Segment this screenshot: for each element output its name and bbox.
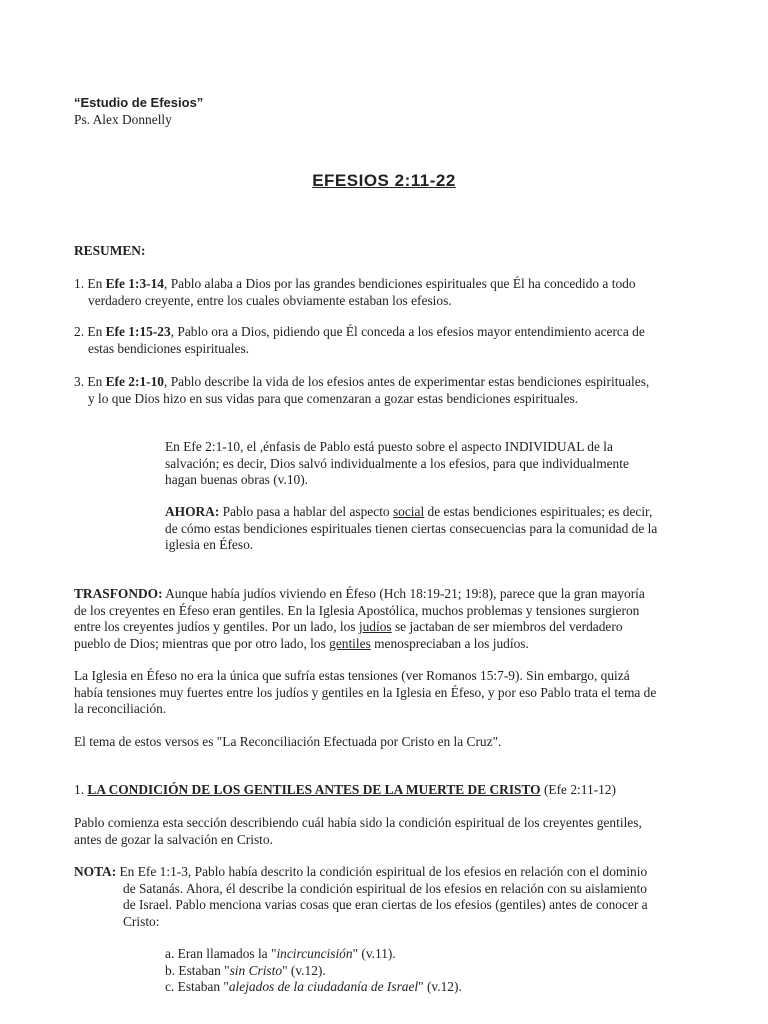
section-1-heading: 1. LA CONDICIÓN DE LOS GENTILES ANTES DE LA MUERTE DE CRISTO (Efe 2:11-12) <box>74 782 616 797</box>
list-item: b. Estaban "sin Cristo" (v.12). <box>165 962 326 978</box>
tema-line: El tema de estos versos es "La Reconciliación Efectuada por Cristo en la Cruz". <box>74 734 502 749</box>
resumen-heading: RESUMEN: <box>74 243 146 258</box>
iglesia-paragraph: La Iglesia en Éfeso no era la única que sufría estas tensiones (ver Romanos 15:7-9). Sin embargo, quizá había tensiones muy fuertes entre los judíos y gentiles en la Iglesia en Éfeso, y por eso Pablo trata el tema de la reconciliación. <box>74 668 657 716</box>
author-name: Ps. Alex Donnelly <box>74 112 172 127</box>
list-item: a. Eran llamados la "incircuncisión" (v.11). <box>165 946 396 961</box>
study-title: “Estudio de Efesios” <box>74 95 204 110</box>
ahora-paragraph: AHORA: Pablo pasa a hablar del aspecto social de estas bendiciones espirituales; es decir, de cómo estas bendiciones espirituales tienen ciertas consecuencias para la comunidad de la iglesia en Éfeso. <box>165 504 658 552</box>
conditions-list <box>165 946 462 996</box>
resumen-item-1: 1. En Efe 1:3-14, Pablo alaba a Dios por las grandes bendiciones espirituales que Él ha concedido a todo verdadero creyente, entre los cuales obviamente estaban los efesios. <box>74 276 636 308</box>
resumen-item-2: 2. En Efe 1:15-23, Pablo ora a Dios, pidiendo que Él conceda a los efesios mayor entendimiento acerca de estas bendiciones espirituales. <box>74 324 645 356</box>
individual-paragraph: En Efe 2:1-10, el ,énfasis de Pablo está puesto sobre el aspecto INDIVIDUAL de la salvación; es decir, Dios salvó individualmente a los efesios, para que individualmente hagan buenas obras (v.10). <box>165 439 629 487</box>
resumen-item-3: 3. En Efe 2:1-10, Pablo describe la vida de los efesios antes de experimentar estas bendiciones espirituales, y lo que Dios hizo en sus vidas para que comenzaran a gozar estas bendiciones espirituales. <box>74 374 650 406</box>
list-item: c. Estaban "alejados de la ciudadanía de Israel" (v.12). <box>165 979 462 994</box>
trasfondo-paragraph: TRASFONDO: Aunque había judíos viviendo en Éfeso (Hch 18:19-21; 19:8), parece que la gran mayoría de los creyentes en Éfeso eran gentiles. En la Iglesia Apostólica, muchos problemas y tensiones surgieron entre los creyentes judíos y gentiles. Por un lado, los judíos se jactaban de ser miembros del verdadero pueblo de Dios; mientras que por otro lado, los gentiles menospreciaban a los judíos. <box>74 586 645 651</box>
page-title: EFESIOS 2:11-22 <box>312 171 456 190</box>
pablo-paragraph: Pablo comienza esta sección describiendo cuál había sido la condición espiritual de los creyentes gentiles, antes de gozar la salvación en Cristo. <box>74 815 642 847</box>
nota-paragraph: NOTA: En Efe 1:1-3, Pablo había descrito la condición espiritual de los efesios en relación con el dominio de Satanás. Ahora, él describe la condición espiritual de los efesios en relación con su aislamiento de Israel. Pablo menciona varias cosas que eran ciertas de los efesios (gentiles) antes de conocer a Cristo: <box>74 864 648 929</box>
